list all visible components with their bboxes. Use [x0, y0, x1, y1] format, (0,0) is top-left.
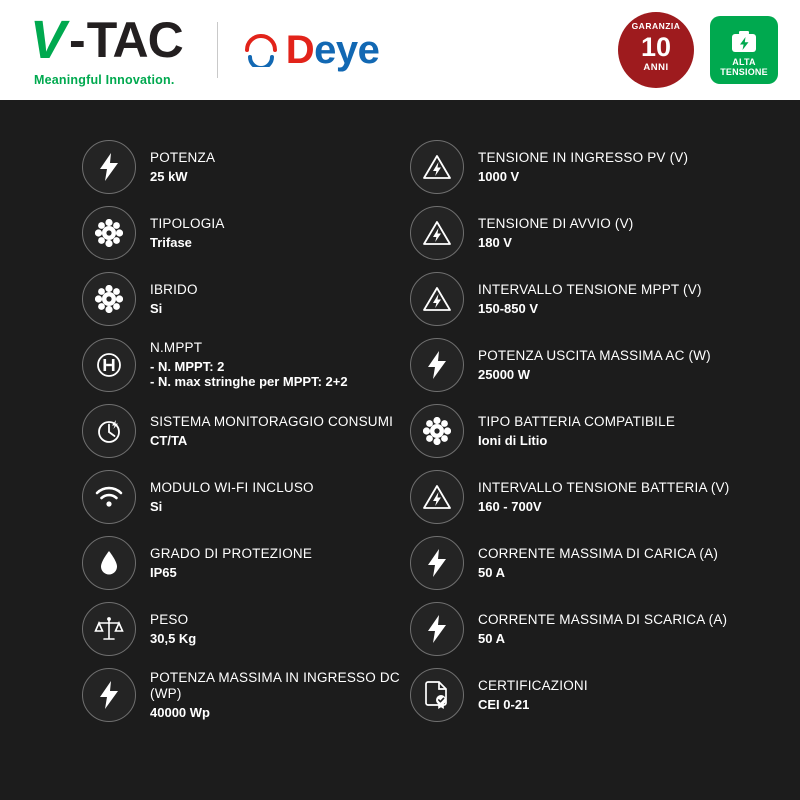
deye-mark-icon — [244, 33, 278, 67]
high-voltage-icon — [410, 206, 464, 260]
bolt-icon — [82, 668, 136, 722]
spec-item — [410, 668, 778, 722]
vtac-dash: - — [69, 12, 85, 68]
wifi-icon — [82, 470, 136, 524]
spec-value-line: - N. max stringhe per MPPT: 2+2 — [150, 374, 348, 390]
monitoring-icon — [82, 404, 136, 458]
spec-label: POTENZA MASSIMA IN INGRESSO DC (WP) — [150, 669, 400, 701]
deye-logo — [244, 28, 380, 73]
spec-item — [410, 272, 778, 326]
spec-item — [410, 338, 778, 392]
vtac-logo — [30, 10, 183, 87]
spec-item — [82, 206, 400, 260]
warranty-years: 10 — [640, 31, 672, 62]
spec-value: Si — [150, 498, 163, 514]
mppt-icon — [82, 338, 136, 392]
spec-value: 160 - 700V — [478, 498, 542, 514]
spec-value-line: - N. MPPT: 2 — [150, 358, 225, 374]
warranty-title: GARANZIA — [631, 21, 681, 31]
spec-label: GRADO DI PROTEZIONE — [150, 545, 313, 561]
spec-label: IBRIDO — [150, 281, 198, 297]
battery-icon — [729, 29, 759, 55]
spec-label: SISTEMA MONITORAGGIO CONSUMI — [150, 413, 394, 429]
spec-item — [410, 536, 778, 590]
bolt-icon — [410, 338, 464, 392]
spec-label: TENSIONE IN INGRESSO PV (V) — [478, 149, 689, 165]
spec-value: 50 A — [478, 564, 505, 580]
spec-value: 50 A — [478, 630, 505, 646]
header-badges — [618, 12, 778, 88]
spec-item — [410, 404, 778, 458]
spec-label: TIPOLOGIA — [150, 215, 225, 231]
spec-label: PESO — [150, 611, 189, 627]
spec-label: N.MPPT — [150, 339, 203, 355]
spec-label: CORRENTE MASSIMA DI CARICA (A) — [478, 545, 719, 561]
spec-value: CT/TA — [150, 432, 188, 448]
vtac-tagline: Meaningful Innovation. — [34, 73, 175, 87]
spec-grid — [0, 118, 800, 800]
brand-divider — [217, 22, 218, 78]
high-voltage-badge — [710, 16, 778, 84]
vtac-tac-letters: TAC — [86, 12, 183, 68]
spec-value: 1000 V — [478, 168, 520, 184]
spec-item — [410, 206, 778, 260]
spec-column-left — [22, 140, 400, 790]
spec-value: 40000 Wp — [150, 704, 210, 720]
bolt-icon — [410, 602, 464, 656]
brand-group — [30, 10, 380, 87]
spec-column-right — [400, 140, 778, 790]
spec-value: Ioni di Litio — [478, 432, 548, 448]
spec-item — [82, 338, 400, 392]
spec-label: CORRENTE MASSIMA DI SCARICA (A) — [478, 611, 728, 627]
warranty-unit: ANNI — [643, 61, 669, 73]
spec-label: INTERVALLO TENSIONE MPPT (V) — [478, 281, 702, 297]
spec-item — [82, 140, 400, 194]
droplet-icon — [82, 536, 136, 590]
deye-d-letter: D — [285, 27, 315, 72]
high-voltage-icon — [410, 470, 464, 524]
spec-label: POTENZA USCITA MASSIMA AC (W) — [478, 347, 711, 363]
spec-value: Si — [150, 300, 163, 316]
bolt-icon — [82, 140, 136, 194]
spec-label: POTENZA — [150, 149, 216, 165]
high-voltage-icon — [410, 272, 464, 326]
spec-label: TIPO BATTERIA COMPATIBILE — [478, 413, 676, 429]
high-voltage-label — [720, 58, 768, 78]
spec-item — [410, 602, 778, 656]
spec-item — [82, 272, 400, 326]
spec-value: 25000 W — [478, 366, 531, 382]
deye-wordmark — [286, 28, 380, 73]
certificate-icon — [410, 668, 464, 722]
scale-icon — [82, 602, 136, 656]
high-voltage-icon — [410, 140, 464, 194]
spec-value: 150-850 V — [478, 300, 538, 316]
spec-item — [410, 470, 778, 524]
spec-value: CEI 0-21 — [478, 696, 530, 712]
bolt-icon — [410, 536, 464, 590]
spec-item — [82, 404, 400, 458]
spec-item — [82, 470, 400, 524]
spec-value: 180 V — [478, 234, 512, 250]
spec-item — [410, 140, 778, 194]
spec-label: INTERVALLO TENSIONE BATTERIA (V) — [478, 479, 730, 495]
spec-label: MODULO WI-FI INCLUSO — [150, 479, 314, 495]
deye-eye-letters: eye — [314, 27, 380, 72]
hv-line-2: TENSIONE — [720, 66, 768, 77]
spec-item — [82, 602, 400, 656]
spec-label: CERTIFICAZIONI — [478, 677, 588, 693]
spec-value: IP65 — [150, 564, 177, 580]
gear-icon — [410, 404, 464, 458]
hv-line-1: ALTA — [732, 56, 756, 67]
spec-value — [150, 359, 348, 390]
vtac-v-letter: V — [30, 10, 66, 70]
spec-label: TENSIONE DI AVVIO (V) — [478, 215, 634, 231]
header — [0, 0, 800, 100]
spec-value: 25 kW — [150, 168, 188, 184]
spec-item — [82, 668, 400, 722]
gear-icon — [82, 206, 136, 260]
spec-value: 30,5 Kg — [150, 630, 197, 646]
gear-icon — [82, 272, 136, 326]
spec-item — [82, 536, 400, 590]
warranty-badge — [618, 12, 694, 88]
spec-value: Trifase — [150, 234, 192, 250]
